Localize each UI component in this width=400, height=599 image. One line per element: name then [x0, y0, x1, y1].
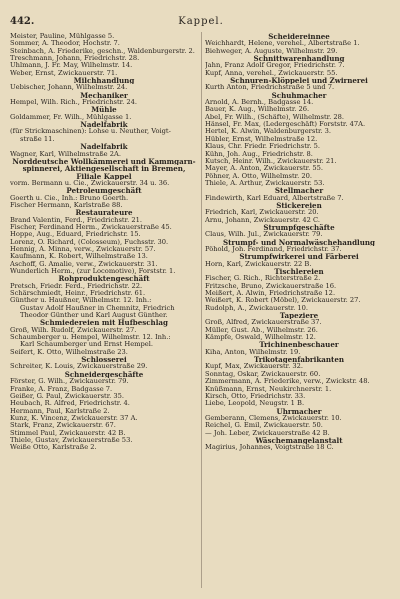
- directory-entry: Uebischer, Johann, Wilhelmstr. 24.: [10, 84, 128, 92]
- directory-entry: Steinbach, A. Friederike, geschn., Waldenburgerstr. 2.: [10, 47, 195, 55]
- directory-entry: Weichhardt, Helene, verehel., Albertstraße 1.: [205, 40, 360, 48]
- section-heading: Scheidereinnee: [268, 33, 330, 41]
- directory-entry: Rudolph, A., Zwickauerstr. 10.: [205, 304, 309, 312]
- directory-entry: Wunderlich Herm., (zur Locomotive), Forststr. 1.: [10, 268, 176, 275]
- directory-entry: Förster, G. Wilh., Zwickauerstr. 79.: [10, 378, 129, 386]
- directory-entry: Groß, Wilh. Rudolf, Zwickauerstr. 27.: [10, 326, 137, 334]
- directory-entry: Knüßmann, Ernst, Neukirchnerstr. 1.: [205, 385, 332, 393]
- directory-entry: Fischer, Ferdinand Herm., Zwickauerstraße 45.: [10, 223, 172, 231]
- directory-entry: Magirius, Johannes, Voigtstraße 18 C.: [205, 444, 334, 452]
- directory-entry: Günther u. Haußner, Wilhelmstr. 12. Inh.:: [10, 297, 152, 305]
- directory-entry: Arnold, A. Bernh., Badgasse 14.: [205, 99, 314, 107]
- directory-entry: Hoppe, Aug., Eduard, Friedrichstr. 15.: [10, 231, 141, 239]
- directory-entry: Goerth u. Cie., Inh.: Bruno Goerth.: [10, 194, 129, 202]
- directory-entry: Bauer, K. Aug., Wilhelmstr. 26.: [205, 106, 310, 114]
- directory-entry: Brand Valentin, Ferd., Friedrichstr. 21.: [10, 216, 142, 224]
- directory-entry: Jahn, Franz Adolf Gregor, Friedrichstr. 7.: [205, 62, 345, 70]
- section-heading: Filiale Kappel: [76, 172, 132, 180]
- directory-entry: Fischer, G. Rich., Richterstraße 2.: [205, 275, 321, 283]
- directory-entry: Geißer, G. Paul, Zwickauerstr. 35.: [10, 392, 125, 400]
- section-heading: Schmiedereien mit Hufbeschlag: [40, 319, 168, 327]
- directory-entry: Thiele, Gustav, Zwickauerstraße 53.: [10, 436, 133, 444]
- directory-entry: Wagner, Karl, Wilhelmstraße 2A.: [10, 150, 121, 158]
- directory-entry: Pretsch, Friedr. Ferd., Friedrichstr. 22.: [10, 282, 143, 290]
- section-heading: Strumpfgeschäfte: [263, 223, 335, 232]
- directory-entry: Hübler, Ernst, Wilhelmstraße 12.: [205, 135, 318, 143]
- section-heading: Schneidergeschäfte: [64, 370, 144, 379]
- section-heading: spinnerei, Aktiengesellschaft in Bremen,: [22, 165, 186, 173]
- section-heading: Nadelfabrik: [80, 121, 128, 129]
- directory-entry: Findewirth, Karl Eduard, Albertstraße 7.: [205, 194, 344, 202]
- directory-entry: Klaus, Chr. Friedr. Friedrichstr. 5.: [205, 143, 320, 151]
- directory-entry: Weiße Otto, Karlstraße 2.: [10, 444, 97, 452]
- directory-entry: Stimmel Paul, Zwickauerstr. 42 B.: [10, 429, 126, 437]
- section-heading: Trikotagenfabrikanten: [253, 356, 344, 364]
- directory-entry: straße 11.: [20, 135, 55, 143]
- section-heading: Schnittwarenhandlung: [253, 55, 345, 63]
- section-heading: Schnuren-Klöppelei und Zwirnerei: [230, 77, 368, 85]
- directory-entry: Claus, Wilh. Jul., Zwickauerstr. 79.: [205, 231, 323, 239]
- directory-entry: Abel, Fr. Wilh., (Schäfte), Wilhelmstr. 28.: [205, 113, 344, 121]
- section-heading: Rohproduktengeschäft: [58, 275, 150, 283]
- section-heading: Mechaniker: [80, 91, 128, 100]
- directory-entry: Arnu, Johann, Zwickauerstr. 42 C.: [205, 216, 320, 224]
- directory-entry: Theodor Günther und Karl August Günther.: [20, 312, 168, 320]
- directory-entry: Müller, Gust. Ab., Wilhelmstr. 26.: [205, 326, 318, 334]
- section-heading: Nadelfabrik: [80, 143, 128, 151]
- directory-entry: Karl Schaumberger und Ernst Hempel.: [20, 341, 153, 349]
- directory-entry: Meister, Pauline, Mühlgasse 5.: [10, 33, 115, 40]
- directory-entry: Hertel, K. Alwin, Waldenburgerstr. 3.: [205, 128, 332, 136]
- directory-entry: Kühn, Joh. Aug., Friedrichstr. 8.: [205, 150, 313, 158]
- section-heading: Tischlereien: [274, 268, 324, 276]
- directory-entry: Hempel, Wilh. Rich., Friedrichstr. 24.: [10, 99, 138, 107]
- directory-entry: Lorenz, O. Richard, (Colosseum), Fuchsstr. 30.: [10, 238, 169, 246]
- directory-entry: Seifert, K. Otto, Wilhelmstraße 23.: [10, 348, 128, 356]
- directory-entry: Fischer Hermann, Karlstraße 88.: [10, 201, 123, 209]
- directory-entry: Stark, Franz, Zwickauerstr. 67.: [10, 422, 116, 430]
- directory-entry: Pöhold, Joh. Ferdinand, Friedrichstr. 37.: [205, 245, 342, 253]
- directory-entry: Liebe, Leopold, Neugstr. 1 B.: [205, 400, 305, 408]
- directory-entry: Kirsch, Otto, Friedrichstr. 33.: [205, 392, 306, 400]
- directory-entry: Hennig, A. Minna, verw., Zwickauerstr. 57.: [10, 245, 156, 253]
- directory-entry: Treschmann, Johann, Friedrichstr. 28.: [10, 55, 140, 63]
- section-heading: Mühle: [91, 106, 117, 114]
- directory-entry: Zimmermann, A. Friederike, verw., Zwickstr. 48.: [205, 378, 370, 386]
- directory-entry: Schärschmiedt, Heinr., Friedrichstr. 61.: [10, 290, 146, 298]
- directory-entry: Franke, A. Franz, Badgasse 7.: [10, 385, 113, 393]
- directory-entry: Pöhner, A. Otto, Wilhelmstr. 20.: [205, 172, 312, 180]
- section-heading: Trichinenbeschauer: [259, 341, 339, 349]
- directory-entry: Hänsel, Fr. Max, (Ledergeschäft) Forststr. 47A.: [205, 121, 366, 129]
- directory-entry: Kaufmann, K. Robert, Wilhelmstraße 13.: [10, 253, 148, 261]
- directory-entry: Gustav Adolf Haußner in Chemnitz, Friedrich: [20, 304, 175, 312]
- column-divider: [201, 32, 202, 588]
- directory-entry: Kunz, K. Vincenz, Zwickauerstr. 37 A.: [10, 414, 138, 422]
- directory-entry: Meißert, A. Alwin, Friedrichstraße 12.: [205, 290, 336, 298]
- directory-entry: Sonntag, Oskar, Zwickauerstr. 60.: [205, 370, 321, 378]
- directory-entry: — Joh. Leber, Zwickauerstraße 42 B.: [205, 429, 330, 437]
- directory-entry: Thiele, A. Arthur, Zwickauerstr. 53.: [205, 179, 325, 187]
- section-heading: Stickereien: [276, 201, 322, 210]
- directory-entry: Kupf, Anna, verehel., Zwickauerstr. 55.: [205, 69, 338, 77]
- section-heading: Restaurateure: [75, 209, 133, 217]
- directory-entry: Reichel, G. Emil, Zwickauerstr. 50.: [205, 422, 323, 430]
- directory-entry: Hermann, Paul, Karlstraße 2.: [10, 407, 110, 415]
- right-column: [205, 33, 393, 593]
- section-heading: Norddeutsche Wollkämmerei und Kammgarn-: [12, 157, 196, 166]
- section-heading: Strumpfwirkerei und Färberei: [239, 253, 359, 261]
- directory-entry: Friedrich, Karl, Zwickauerstr. 20.: [205, 209, 319, 217]
- directory-entry: Weißert, K. Robert (Möbel), Zwickauerstr. 27.: [205, 297, 361, 305]
- page-title: Kappel.: [178, 16, 224, 27]
- directory-entry: Weber, Ernst, Zwickauerstr. 71.: [10, 69, 118, 77]
- directory-entry: Uhlmann, J. Fr. May, Wilhelmstr. 14.: [10, 62, 133, 70]
- section-heading: Milchhandlung: [73, 77, 135, 85]
- directory-entry: Fritzsche, Bruno, Zwickauerstraße 16.: [205, 282, 337, 290]
- section-heading: Schuhmacher: [271, 91, 327, 100]
- section-heading: Uhrmacher: [276, 407, 322, 415]
- directory-entry: Sommer, A. Theodor, Hochstr. 7.: [10, 40, 120, 48]
- page-number: 442.: [10, 16, 35, 27]
- directory-entry: Schaumberger u. Hempel, Wilhelmstr. 12. Inh.:: [10, 334, 171, 342]
- directory-entry: Heubach, R. Alfred, Friedrichstr. 4.: [10, 400, 130, 408]
- section-heading: Tapeziere: [279, 312, 319, 320]
- directory-entry: Mayer, A. Anton, Zwickauerstr. 55.: [205, 165, 323, 173]
- directory-entry: Kupf, Max, Zwickauerstr. 32.: [205, 363, 304, 371]
- directory-entry: Goldammer, Fr. Wilh., Mühlgasse 1.: [10, 113, 132, 121]
- page-header: [10, 16, 392, 30]
- directory-entry: Schreiter, K. Louis, Zwickauerstraße 29.: [10, 363, 148, 371]
- directory-entry: Groß, Alfred, Zwickauerstraße 37.: [205, 319, 322, 327]
- directory-entry: Aschoff, G. Amalie, verw., Zwickauerstr. 31.: [10, 260, 158, 268]
- section-heading: Wäschemangelanstalt: [255, 436, 343, 445]
- directory-entry: (für Strickmaschinen): Lohse u. Neuther, Voigt-: [10, 128, 171, 136]
- directory-entry: Kämpfe, Oswald, Wilhelmstr. 12.: [205, 334, 316, 342]
- directory-entry: Biehweger, A. Auguste, Wilhelmstr. 29.: [205, 47, 338, 55]
- section-heading: Strumpf- und Normalwäschehandlung: [223, 238, 375, 246]
- section-heading: Petroleumgeschäft: [66, 187, 142, 195]
- section-heading: Schlosserei: [81, 356, 127, 364]
- directory-entry: Kiha, Anton, Wilhelmstr. 19.: [205, 348, 301, 356]
- directory-entry: Kutsch, Heinr. Wilh., Zwickauerstr. 21.: [205, 157, 337, 165]
- directory-entry: Kurth Anton, Friedrichstraße 5 und 7.: [205, 84, 335, 92]
- directory-entry: Gemberann, Clemens, Zwickauerstr. 10.: [205, 414, 342, 422]
- directory-entry: Horn, Karl, Zwickauerstr. 22 B.: [205, 260, 312, 268]
- left-column: [10, 33, 198, 593]
- section-heading: Stellmacher: [274, 187, 324, 195]
- directory-entry: vorm. Bermann u. Cie., Zwickauerstr. 34 u. 36.: [10, 179, 170, 187]
